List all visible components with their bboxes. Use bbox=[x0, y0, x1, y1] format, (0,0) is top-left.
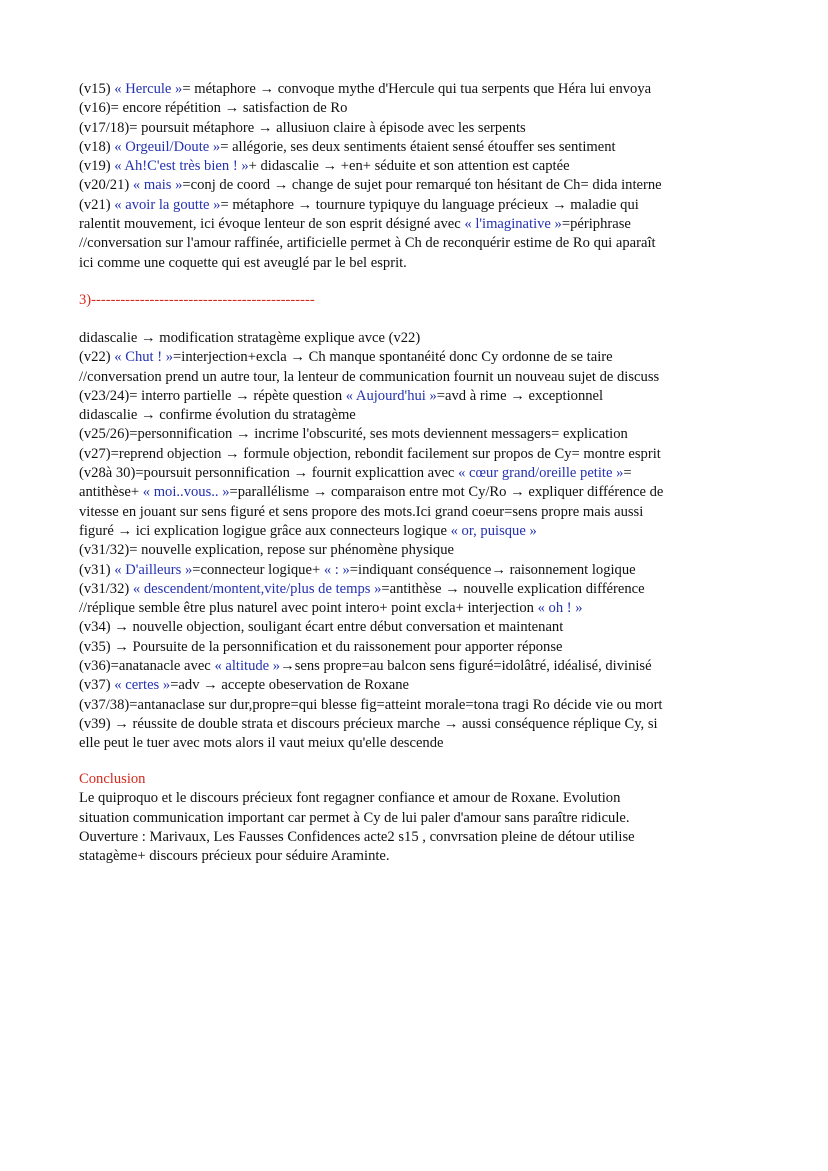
text-line bbox=[79, 638, 759, 657]
line-text: (v31/32) bbox=[79, 580, 133, 597]
text-line bbox=[79, 387, 759, 406]
quoted-term: « mais » bbox=[132, 177, 183, 194]
line-text: (v37/38)=antanaclase sur dur,propre=qui blesse fig=atteint morale=tona tragi Ro décide vie ou mort bbox=[79, 696, 663, 713]
text-line bbox=[79, 464, 759, 483]
line-text: =conj de coord → change de sujet pour remarqué ton hésitant de Ch= dida interne bbox=[182, 177, 662, 194]
line-text: (v18) bbox=[79, 138, 115, 155]
conclusion-heading: Conclusion bbox=[79, 771, 146, 787]
line-text: =périphrase bbox=[561, 216, 631, 233]
line-text: (v39) → réussite de double strata et discours précieux marche → aussi conséquence réplique Cy, si bbox=[79, 715, 658, 732]
line-text: (v25/26)=personnification → incrime l'obscurité, ses mots deviennent messagers= explication bbox=[79, 426, 628, 443]
conclusion-section bbox=[79, 770, 759, 866]
conclusion-line: statagème+ discours précieux pour séduire Araminte. bbox=[79, 848, 390, 865]
quoted-term: « Aujourd'hui » bbox=[345, 387, 437, 404]
quoted-term: « cœur grand/oreille petite » bbox=[458, 465, 624, 482]
line-text: didascalie → confirme évolution du stratagème bbox=[79, 407, 356, 424]
text-line bbox=[79, 676, 759, 695]
line-text: (v34) → nouvelle objection, souligant écart entre début conversation et maintenant bbox=[79, 619, 564, 636]
line-text: (v35) → Poursuite de la personnification et du raissonement pour apporter réponse bbox=[79, 638, 563, 655]
line-text: (v19) bbox=[79, 158, 115, 175]
line-text: (v17/18)= poursuit métaphore → allusiuon claire à épisode avec les serpents bbox=[79, 119, 526, 136]
quoted-term: « D'ailleurs » bbox=[114, 561, 193, 578]
line-text: ici comme une coquette qui est aveuglé par le bel esprit. bbox=[79, 254, 407, 271]
line-text: (v15) bbox=[79, 81, 115, 97]
quoted-term: « altitude » bbox=[214, 658, 281, 675]
text-line bbox=[79, 138, 759, 157]
text-line bbox=[79, 599, 759, 618]
conclusion-line: Le quiproquo et le discours précieux font regagner confiance et amour de Roxane. Evolution bbox=[79, 790, 621, 807]
quoted-term: « descendent/montent,vite/plus de temps » bbox=[132, 580, 382, 597]
line-text: (v31/32)= nouvelle explication, repose sur phénomène physique bbox=[79, 542, 455, 559]
text-line bbox=[79, 425, 759, 444]
line-text: =connecteur logique+ bbox=[192, 561, 324, 578]
line-text: = métaphore → convoque mythe d'Hercule qui tua serpents que Héra lui envoya bbox=[182, 81, 652, 97]
quoted-term: « Orgeuil/Doute » bbox=[114, 138, 221, 155]
line-text: (v20/21) bbox=[79, 177, 133, 194]
analysis-block-part-3 bbox=[79, 329, 759, 754]
line-text: (v37) bbox=[79, 677, 115, 694]
line-text: //réplique semble être plus naturel avec point intero+ point excla+ interjection bbox=[79, 600, 538, 617]
text-line bbox=[79, 483, 759, 502]
line-text: ralentit mouvement, ici évoque lenteur de son esprit désigné avec bbox=[79, 216, 465, 233]
quoted-term: « : » bbox=[323, 561, 350, 578]
line-text: antithèse+ bbox=[79, 484, 143, 501]
line-text: =interjection+excla → Ch manque spontanéité donc Cy ordonne de se taire bbox=[173, 349, 613, 366]
text-line bbox=[79, 80, 759, 99]
line-text: (v31) bbox=[79, 561, 115, 578]
quoted-term: « l'imaginative » bbox=[464, 216, 562, 233]
text-line bbox=[79, 329, 759, 348]
text-line bbox=[79, 196, 759, 215]
text-line bbox=[79, 657, 759, 676]
text-line bbox=[79, 348, 759, 367]
line-text: figuré → ici explication logigue grâce aux connecteurs logique bbox=[79, 522, 451, 539]
text-line bbox=[79, 99, 759, 118]
line-text: //conversation prend un autre tour, la lenteur de communication fournit un nouveau sujet de discuss bbox=[79, 368, 660, 385]
quoted-term: « oh ! » bbox=[537, 600, 583, 617]
line-text: (v22) bbox=[79, 349, 115, 366]
line-text: =avd à rime → exceptionnel bbox=[436, 387, 604, 404]
line-text: =adv → accepte obeservation de Roxane bbox=[170, 677, 409, 694]
text-line bbox=[79, 522, 759, 541]
line-text: vitesse en jouant sur sens figuré et sens propore des mots.Ici grand coeur=sens propre mais aussi bbox=[79, 503, 644, 520]
quoted-term: « avoir la goutte » bbox=[114, 196, 221, 213]
line-text: = bbox=[623, 465, 632, 482]
text-line bbox=[79, 580, 759, 599]
text-line bbox=[79, 119, 759, 138]
text-line bbox=[79, 618, 759, 637]
conclusion-line: situation communication important car permet à Cy de lui paler d'amour sans paraître ridicule. bbox=[79, 809, 630, 826]
line-text: + didascalie → +en+ séduite et son attention est captée bbox=[248, 158, 570, 175]
text-line bbox=[79, 541, 759, 560]
analysis-block-part-2 bbox=[79, 80, 759, 273]
text-line bbox=[79, 561, 759, 580]
quoted-term: « Ah!C'est très bien ! » bbox=[114, 158, 249, 175]
text-line bbox=[79, 176, 759, 195]
line-text: //conversation sur l'amour raffinée, artificielle permet à Ch de reconquérir estime de Ro qui aparaît bbox=[79, 235, 656, 252]
quoted-term: « certes » bbox=[114, 677, 171, 694]
text-line bbox=[79, 254, 759, 273]
text-line bbox=[79, 715, 759, 734]
text-line bbox=[79, 157, 759, 176]
line-text: = allégorie, ses deux sentiments étaient sensé étouffer ses sentiment bbox=[220, 138, 616, 155]
conclusion-line: Ouverture : Marivaux, Les Fausses Confidences acte2 s15 , convrsation pleine de détour utilise bbox=[79, 828, 635, 845]
line-text: =antithèse → nouvelle explication différence bbox=[381, 580, 645, 597]
line-text: =parallélisme → comparaison entre mot Cy/Ro → expliquer différence de bbox=[229, 484, 664, 501]
section-3-label: 3)---------------------------------------------- bbox=[79, 292, 315, 308]
line-text: didascalie → modification stratagème explique avce (v22) bbox=[79, 330, 421, 346]
text-line bbox=[79, 368, 759, 387]
text-line bbox=[79, 445, 759, 464]
quoted-term: « or, puisque » bbox=[450, 522, 537, 539]
line-text: →sens propre=au balcon sens figuré=idolâtré, idéalisé, divinisé bbox=[280, 658, 652, 675]
line-text: elle peut le tuer avec mots alors il vaut meiux qu'elle descende bbox=[79, 735, 444, 752]
line-text: (v21) bbox=[79, 196, 115, 213]
text-line bbox=[79, 234, 759, 253]
line-text: (v16)= encore répétition → satisfaction de Ro bbox=[79, 100, 348, 117]
quoted-term: « Chut ! » bbox=[114, 349, 174, 366]
line-text: (v27)=reprend objection → formule objection, rebondit facilement sur propos de Cy= montre esprit bbox=[79, 445, 661, 462]
line-text: (v36)=anatanacle avec bbox=[79, 658, 215, 675]
text-line bbox=[79, 734, 759, 753]
text-line bbox=[79, 503, 759, 522]
text-line bbox=[79, 215, 759, 234]
quoted-term: « moi..vous.. » bbox=[142, 484, 230, 501]
line-text: = métaphore → tournure typiquye du language précieux → maladie qui bbox=[220, 196, 639, 213]
text-line bbox=[79, 406, 759, 425]
line-text: =indiquant conséquence→ raisonnement logique bbox=[349, 561, 636, 578]
quoted-term: « Hercule » bbox=[114, 81, 183, 97]
section-3-heading bbox=[79, 291, 759, 310]
line-text: (v28à 30)=poursuit personnification → fournit explicattion avec bbox=[79, 465, 459, 482]
line-text: (v23/24)= interro partielle → répète question bbox=[79, 387, 346, 404]
text-line bbox=[79, 696, 759, 715]
